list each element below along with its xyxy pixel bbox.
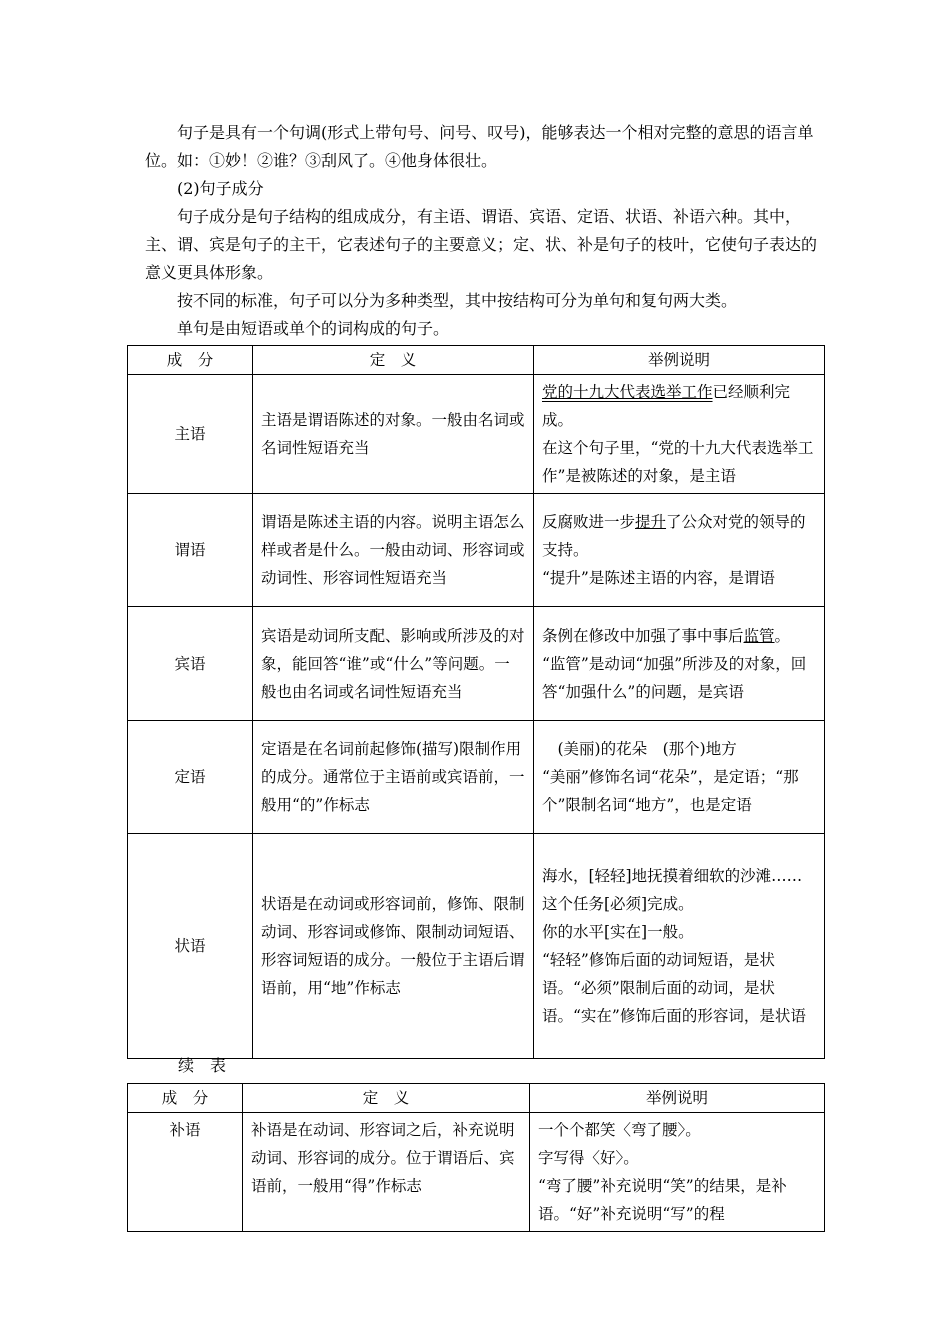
component-definition: 谓语是陈述主语的内容。说明主语怎么样或者是什么。一般由动词、形容词或动词性、形容词性短语充当 [253, 494, 534, 607]
component-name: 宾语 [128, 607, 253, 721]
table-row [128, 607, 825, 721]
table-row [128, 375, 825, 494]
component-example: 一个个都笑〈弯了腰〉。 字写得〈好〉。 “弯了腰”补充说明“笑”的结果，是补语。“好”补充说明“写”的程 [530, 1113, 825, 1232]
component-example: 反腐败进一步提升了公众对党的领导的支持。 “提升”是陈述主语的内容，是谓语 [534, 494, 825, 607]
component-definition: 定语是在名词前起修饰(描写)限制作用的成分。通常位于主语前或宾语前，一般用“的”作标志 [253, 721, 534, 834]
component-name: 补语 [128, 1113, 243, 1232]
marked-object: 监管 [743, 626, 775, 645]
marked-subject: 党的十九大代表选举工作 [542, 383, 713, 401]
table-row [128, 1113, 825, 1232]
column-header-definition: 定 义 [243, 1084, 530, 1113]
sentence-components-table [127, 345, 825, 1059]
paragraph-sentence-definition: 句子是具有一个句调(形式上带句号、问号、叹号)，能够表达一个相对完整的意思的语言单位。如：①妙！②谁？③刮风了。④他身体很壮。 [145, 123, 814, 170]
column-header-component: 成 分 [128, 346, 253, 375]
column-header-example: 举例说明 [530, 1084, 825, 1113]
paragraph-section-heading: (2)句子成分 [177, 179, 264, 198]
column-header-example: 举例说明 [534, 346, 825, 375]
paragraph-sentence-types: 按不同的标准，句子可以分为多种类型，其中按结构可分为单句和复句两大类。 [177, 291, 738, 310]
table-row [128, 834, 825, 1059]
component-example: 党的十九大代表选举工作已经顺利完成。 在这个句子里，“党的十九大代表选举工作”是被陈述的对象，是主语 [534, 375, 825, 494]
table-row [128, 494, 825, 607]
component-name: 状语 [128, 834, 253, 1059]
table-header-row [128, 346, 825, 375]
component-name: 定语 [128, 721, 253, 834]
paragraph-simple-sentence: 单句是由短语或单个的词构成的句子。 [177, 319, 450, 338]
component-example: (美丽)的花朵 (那个)地方 “美丽”修饰名词“花朵”，是定语；“那个”限制名词“地方”，也是定语 [534, 721, 825, 834]
table-header-row [128, 1084, 825, 1113]
component-name: 谓语 [128, 494, 253, 607]
component-definition: 状语是在动词或形容词前，修饰、限制动词、形容词或修饰、限制动词短语、形容词短语的成分。一般位于主语后谓语前，用“地”作标志 [253, 834, 534, 1059]
component-example: 条例在修改中加强了事中事后监管。 “监管”是动词“加强”所涉及的对象，回答“加强什么”的问题，是宾语 [534, 607, 825, 721]
column-header-definition: 定 义 [253, 346, 534, 375]
component-name: 主语 [128, 375, 253, 494]
table-row [128, 721, 825, 834]
continued-table-label: 续 表 [178, 1056, 227, 1075]
paragraph-sentence-components: 句子成分是句子结构的组成成分，有主语、谓语、宾语、定语、状语、补语六种。其中，主、谓、宾是句子的主干，它表述句子的主要意义；定、状、补是句子的枝叶，它使句子表达的意义更具体形象。 [145, 207, 818, 282]
component-example: 海水，[轻轻]地抚摸着细软的沙滩…… 这个任务[必须]完成。 你的水平[实在]一般。 “轻轻”修饰后面的动词短语，是状语。“必须”限制后面的动词，是状语。“实在”修饰后面的形容词，是状语 [534, 834, 825, 1059]
column-header-component: 成 分 [128, 1084, 243, 1113]
component-definition: 宾语是动词所支配、影响或所涉及的对象，能回答“谁”或“什么”等问题。一般也由名词或名词性短语充当 [253, 607, 534, 721]
marked-predicate: 提升 [635, 513, 667, 531]
component-definition: 补语是在动词、形容词之后，补充说明动词、形容词的成分。位于谓语后、宾语前，一般用“得”作标志 [243, 1113, 530, 1232]
continued-components-table [127, 1083, 825, 1232]
component-definition: 主语是谓语陈述的对象。一般由名词或名词性短语充当 [253, 375, 534, 494]
